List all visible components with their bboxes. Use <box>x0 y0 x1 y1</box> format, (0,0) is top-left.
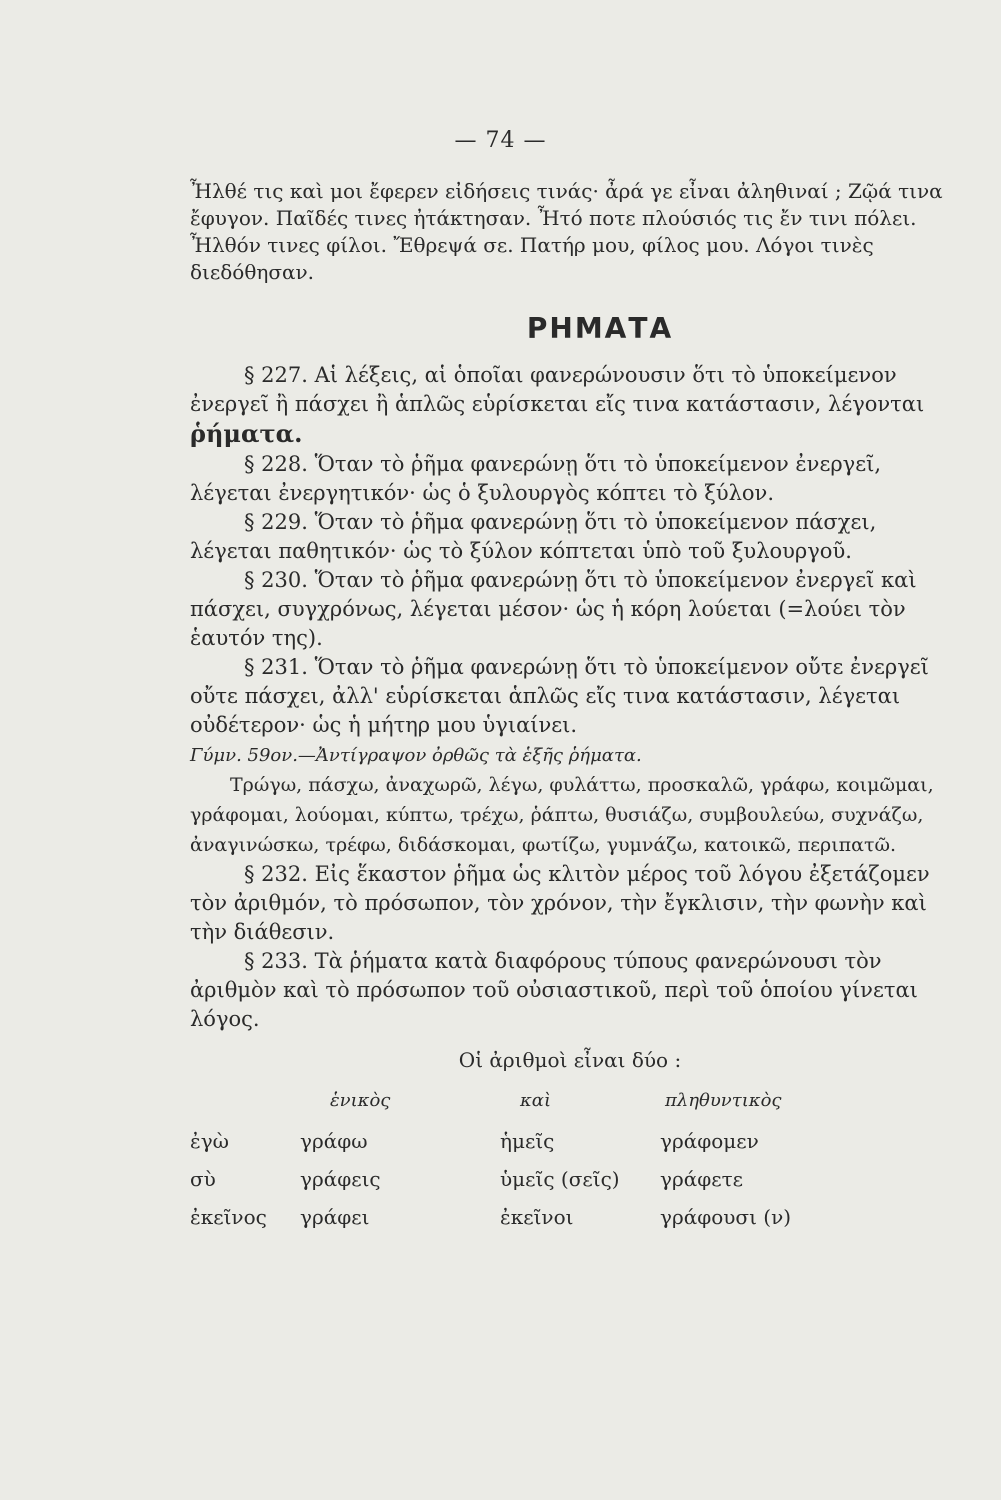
verb-singular: γράφει <box>300 1205 370 1229</box>
exercise-verb-list: Τρώγω, πάσχω, ἀναχωρῶ, λέγω, φυλάττω, προσκαλῶ, γράφω, κοιμῶμαι, γράφομαι, λούομαι, κύπτω, τρέχω, ῥάπτω, θυσιάζω, συμβουλεύω, συχνάζω, ἀναγινώσκω, τρέφω, διδάσκομαι, φωτίζω, γυμνάζω, κατοικῶ, περιπατῶ. <box>190 774 934 856</box>
paragraph-228: § 228. Ὅταν τὸ ῥῆμα φανερώνῃ ὅτι τὸ ὑποκείμενον ἐνεργεῖ, λέγεται ἐνεργητικόν· ὡς ὁ ξυλουργὸς κόπτει τὸ ξύλον. <box>190 452 882 505</box>
paragraph-233: § 233. Τὰ ῥήματα κατὰ διαφόρους τύπους φανερώνουσι τὸν ἀριθμὸν καὶ τὸ πρόσωπον τοῦ οὐσιαστικοῦ, περὶ τοῦ ὁποίου γίνεται λόγος. <box>190 949 918 1031</box>
table-row <box>190 1122 950 1160</box>
page-body <box>190 178 950 1236</box>
verb-plural: γράφουσι (ν) <box>660 1205 792 1229</box>
numbers-line: Οἱ ἀριθμοὶ εἶναι δύο : <box>458 1048 682 1072</box>
verb-singular: γράφεις <box>300 1167 381 1191</box>
paragraph-227-term: ῥήματα. <box>190 419 303 448</box>
paragraph-229: § 229. Ὅταν τὸ ῥῆμα φανερώνῃ ὅτι τὸ ὑποκείμενον πάσχει, λέγεται παθητικόν· ὡς τὸ ξύλον κόπτεται ὑπὸ τοῦ ξυλουργοῦ. <box>190 510 877 563</box>
pronoun-plural: ἡμεῖς <box>500 1129 555 1153</box>
section-heading: ΡΗΜΑΤΑ <box>526 312 674 345</box>
intro-paragraph: Ἦλθέ τις καὶ μοι ἔφερεν εἰδήσεις τινάς· ἆρά γε εἶναι ἀληθιναί ; Ζῷά τινα ἔφυγον. Παῖδές τινες ἠτάκτησαν. Ἦτό ποτε πλούσιός τις ἔν τινι πόλει. Ἦλθόν τινες φίλοι. Ἔθρεψά σε. Πατήρ μου, φίλος μου. Λόγοι τινὲς διεδόθησαν. <box>190 179 943 284</box>
conjugation-table <box>190 1122 950 1236</box>
page-number: — 74 — <box>454 128 547 153</box>
pronoun-singular: ἐγὼ <box>190 1129 229 1153</box>
verb-plural: γράφετε <box>660 1167 744 1191</box>
paragraph-231: § 231. Ὅταν τὸ ῥῆμα φανερώνῃ ὅτι τὸ ὑποκείμενον οὔτε ἐνεργεῖ οὔτε πάσχει, ἀλλ' εὑρίσκεται ἁπλῶς εἴς τινα κατάστασιν, λέγεται οὐδέτερον· ὡς ἡ μήτηρ μου ὑγιαίνει. <box>190 655 929 737</box>
pronoun-plural: ἐκεῖνοι <box>500 1205 574 1229</box>
header-plural: πληθυντικὸς <box>665 1090 782 1111</box>
exercise-heading <box>190 742 950 770</box>
paragraph-230: § 230. Ὅταν τὸ ῥῆμα φανερώνῃ ὅτι τὸ ὑποκείμενον ἐνεργεῖ καὶ πάσχει, συγχρόνως, λέγεται μέσον· ὡς ἡ κόρη λούεται (=λούει τὸν ἑαυτόν της). <box>190 568 917 650</box>
verb-plural: γράφομεν <box>660 1129 759 1153</box>
pronoun-singular: σὺ <box>190 1167 216 1191</box>
header-singular: ἑνικὸς <box>330 1090 391 1111</box>
exercise-label: Γύμν. 59ον.— <box>190 745 316 766</box>
table-row <box>190 1198 950 1236</box>
conjugation-header <box>190 1082 950 1122</box>
table-row <box>190 1160 950 1198</box>
paragraph-227-text: § 227. Αἱ λέξεις, αἱ ὁποῖαι φανερώνουσιν ὅτι τὸ ὑποκείμενον ἐνεργεῖ ἢ πάσχει ἢ ἁπλῶς εὑρίσκεται εἴς τινα κατάστασιν, λέγονται <box>190 363 925 416</box>
paragraph-232: § 232. Εἰς ἕκαστον ῥῆμα ὡς κλιτὸν μέρος τοῦ λόγου ἐξετάζομεν τὸν ἀριθμόν, τὸ πρόσωπον, τὸν χρόνον, τὴν ἔγκλισιν, τὴν φωνὴν καὶ τὴν διάθεσιν. <box>190 862 930 944</box>
header-and: καὶ <box>520 1090 552 1111</box>
pronoun-plural: ὑμεῖς (σεῖς) <box>500 1167 620 1191</box>
exercise-title: Ἀντίγραψον ὀρθῶς τὰ ἑξῆς ῥήματα. <box>315 745 642 766</box>
pronoun-singular: ἐκεῖνος <box>190 1205 267 1229</box>
paragraph-227 <box>190 361 950 450</box>
verb-singular: γράφω <box>300 1129 368 1153</box>
